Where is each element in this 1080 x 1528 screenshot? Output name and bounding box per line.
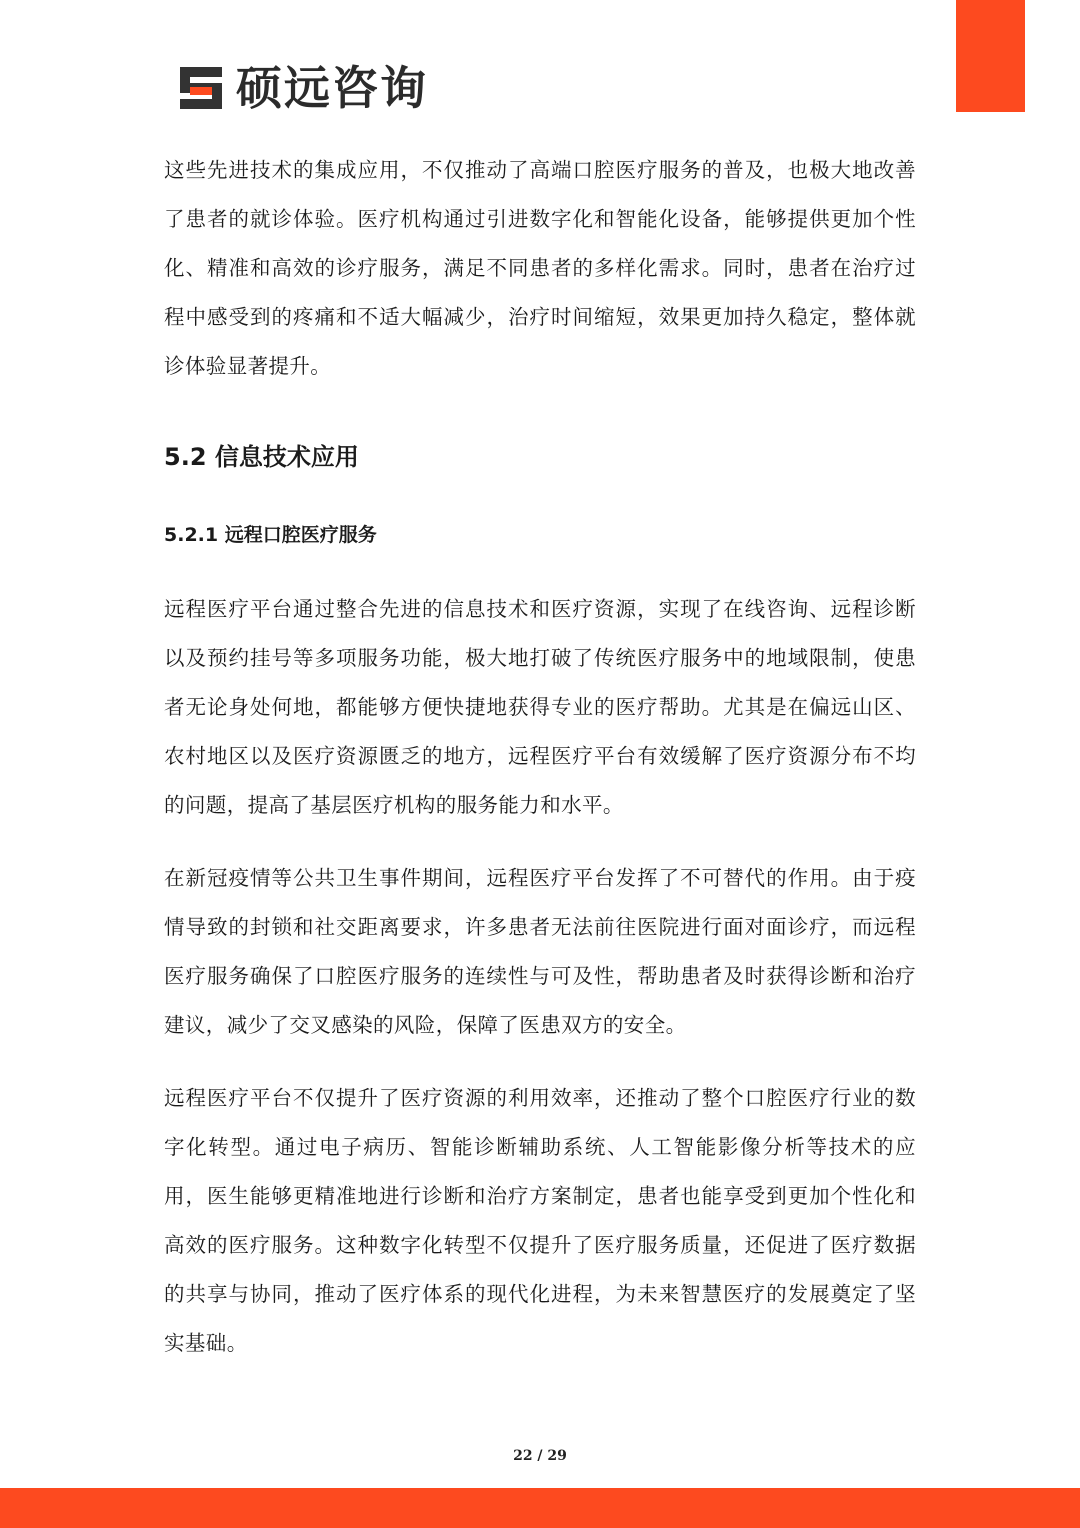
body-paragraph: 远程医疗平台通过整合先进的信息技术和医疗资源，实现了在线咨询、远程诊断以及预约挂号等多项服务功能，极大地打破了传统医疗服务中的地域限制，使患者无论身处何地，都能够方便快捷地获得专业的医疗帮助。尤其是在偏远山区、农村地区以及医疗资源匮乏的地方，远程医疗平台有效缓解了医疗资源分布不均的问题，提高了基层医疗机构的服务能力和水平。 [164,597,916,817]
intro-paragraph: 这些先进技术的集成应用，不仅推动了高端口腔医疗服务的普及，也极大地改善了患者的就诊体验。医疗机构通过引进数字化和智能化设备，能够提供更加个性化、精准和高效的诊疗服务，满足不同患者的多样化需求。同时，患者在治疗过程中感受到的疼痛和不适大幅减少，治疗时间缩短，效果更加持久稳定，整体就诊体验显著提升。 [164,158,916,378]
page-header [176,58,428,118]
body-paragraph: 在新冠疫情等公共卫生事件期间，远程医疗平台发挥了不可替代的作用。由于疫情导致的封锁和社交距离要求，许多患者无法前往医院进行面对面诊疗，而远程医疗服务确保了口腔医疗服务的连续性与可及性，帮助患者及时获得诊断和治疗建议，减少了交叉感染的风险，保障了医患双方的安全。 [164,866,916,1037]
document-body [164,146,916,1368]
company-name: 硕远咨询 [236,61,428,115]
corner-accent-tab [956,0,1025,112]
body-paragraph: 远程医疗平台不仅提升了医疗资源的利用效率，还推动了整个口腔医疗行业的数字化转型。通过电子病历、智能诊断辅助系统、人工智能影像分析等技术的应用，医生能够更精准地进行诊断和治疗方案制定，患者也能享受到更加个性化和高效的医疗服务。这种数字化转型不仅提升了医疗服务质量，还促进了医疗数据的共享与协同，推动了医疗体系的现代化进程，为未来智慧医疗的发展奠定了坚实基础。 [164,1086,916,1355]
s-logo-icon [176,63,226,113]
footer-accent-bar [0,1488,1080,1528]
section-heading: 5.2 信息技术应用 [164,443,359,471]
subsection-heading: 5.2.1 远程口腔医疗服务 [164,524,377,546]
page-number: 22 / 29 [513,1448,567,1464]
